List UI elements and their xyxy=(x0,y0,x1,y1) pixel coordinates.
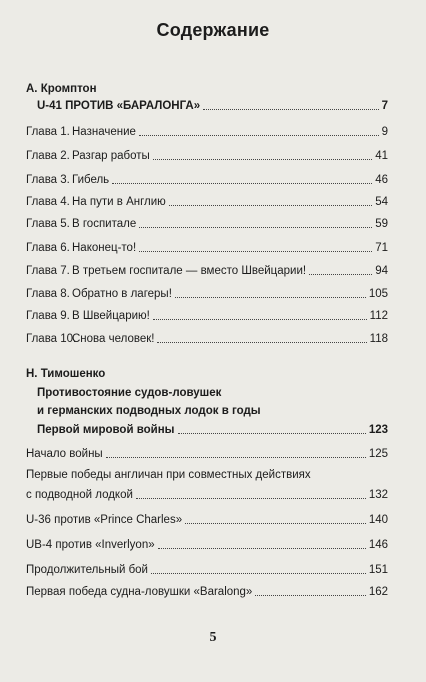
toc-entry-page: 41 xyxy=(375,150,388,162)
toc-entry-part1-heading xyxy=(37,97,388,113)
toc-entry-label: Разгар работы xyxy=(72,150,150,162)
toc-entry-part2-heading xyxy=(37,421,388,437)
leader-dots xyxy=(139,226,372,228)
chapter-prefix: Глава 2. xyxy=(26,150,70,162)
toc-entry-section-2 xyxy=(26,486,388,502)
toc-entry-label: Продолжительный бой xyxy=(26,564,148,576)
leader-dots xyxy=(158,547,366,549)
toc-entry-page: 162 xyxy=(368,586,388,598)
toc-entry-page: 132 xyxy=(368,489,388,501)
leader-dots xyxy=(112,182,372,184)
leader-dots xyxy=(106,456,366,458)
toc-entry-page: 118 xyxy=(369,333,388,345)
page-title: Содержание xyxy=(156,20,270,40)
chapter-prefix: Глава 7. xyxy=(26,265,70,277)
toc-entry-page: 46 xyxy=(375,174,388,186)
toc-entry-page: 140 xyxy=(368,514,388,526)
toc-entry-section-1 xyxy=(26,445,388,461)
toc-entry-section-6 xyxy=(26,583,388,599)
chapter-prefix: Глава 1. xyxy=(26,126,70,138)
leader-dots xyxy=(136,497,366,499)
chapter-prefix: Глава 8. xyxy=(26,288,70,300)
toc-entry-chapter-2 xyxy=(26,147,388,163)
leader-dots xyxy=(139,134,379,136)
toc-entry-chapter-3 xyxy=(26,171,388,187)
leader-dots xyxy=(151,572,366,574)
toc-entry-label: В Швейцарию! xyxy=(72,310,150,322)
leader-dots xyxy=(139,250,372,252)
leader-dots xyxy=(178,432,366,434)
toc-entry-label: В госпитале xyxy=(72,218,137,230)
toc-entry-section-2-line-1: Первые победы англичан при совместных действиях xyxy=(26,469,311,481)
toc-entry-chapter-10 xyxy=(26,330,388,346)
leader-dots xyxy=(169,204,372,206)
leader-dots xyxy=(153,158,372,160)
toc-entry-label: Наконец-то! xyxy=(72,242,137,254)
toc-entry-page: 59 xyxy=(375,218,388,230)
toc-entry-chapter-5 xyxy=(26,215,388,231)
toc-entry-label: Обратно в лагеры! xyxy=(72,288,172,300)
toc-entry-page: 112 xyxy=(369,310,388,322)
toc-entry-label: Первая победа судна-ловушки «Baralong» xyxy=(26,586,253,598)
toc-entry-label: На пути в Англию xyxy=(72,196,166,208)
leader-dots xyxy=(175,296,366,298)
part2-heading-line-1: Противостояние судов-ловушек xyxy=(37,387,222,399)
toc-entry-page: 146 xyxy=(368,539,388,551)
chapter-prefix: Глава 5. xyxy=(26,218,70,230)
toc-entry-page: 94 xyxy=(375,265,388,277)
toc-entry-chapter-8 xyxy=(26,285,388,301)
toc-entry-page: 54 xyxy=(375,196,388,208)
toc-entry-label: Начало войны xyxy=(26,448,103,460)
page-number: 5 xyxy=(209,630,217,645)
toc-entry-page: 71 xyxy=(375,242,388,254)
toc-entry-page: 151 xyxy=(368,564,388,576)
leader-dots xyxy=(157,341,366,343)
author-timoshenko: Н. Тимошенко xyxy=(26,368,106,380)
leader-dots xyxy=(185,522,366,524)
toc-entry-page: 7 xyxy=(381,100,388,112)
toc-entry-label: Назначение xyxy=(72,126,136,138)
toc-entry-label: Снова человек! xyxy=(72,333,155,345)
toc-entry-label: UB-4 против «Inverlyon» xyxy=(26,539,155,551)
author-crompton: А. Кромптон xyxy=(26,83,97,95)
leader-dots xyxy=(309,273,372,275)
toc-entry-chapter-9 xyxy=(26,307,388,323)
toc-entry-section-4 xyxy=(26,536,388,552)
chapter-prefix: Глава 9. xyxy=(26,310,70,322)
leader-dots xyxy=(255,594,365,596)
leader-dots xyxy=(153,318,367,320)
toc-entry-section-3 xyxy=(26,511,388,527)
chapter-prefix: Глава 3. xyxy=(26,174,70,186)
chapter-prefix: Глава 10. xyxy=(26,333,77,345)
toc-entry-page: 105 xyxy=(368,288,388,300)
toc-entry-page: 125 xyxy=(368,448,388,460)
chapter-prefix: Глава 6. xyxy=(26,242,70,254)
toc-entry-chapter-7 xyxy=(26,262,388,278)
leader-dots xyxy=(203,108,379,110)
chapter-prefix: Глава 4. xyxy=(26,196,70,208)
toc-entry-label: U-41 ПРОТИВ «БАРАЛОНГА» xyxy=(37,100,201,112)
toc-entry-label: Первой мировой войны xyxy=(37,424,175,436)
toc-entry-page: 9 xyxy=(381,126,388,138)
toc-entry-label: Гибель xyxy=(72,174,110,186)
toc-entry-section-5 xyxy=(26,561,388,577)
toc-entry-label: с подводной лодкой xyxy=(26,489,133,501)
toc-entry-label: U-36 против «Prince Charles» xyxy=(26,514,183,526)
toc-entry-chapter-4 xyxy=(26,193,388,209)
toc-entry-label: В третьем госпитале — вместо Швейцарии! xyxy=(72,265,307,277)
part2-heading-line-2: и германских подводных лодок в годы xyxy=(37,405,261,417)
toc-entry-chapter-1 xyxy=(26,123,388,139)
toc-entry-chapter-6 xyxy=(26,239,388,255)
toc-entry-page: 123 xyxy=(368,424,388,436)
